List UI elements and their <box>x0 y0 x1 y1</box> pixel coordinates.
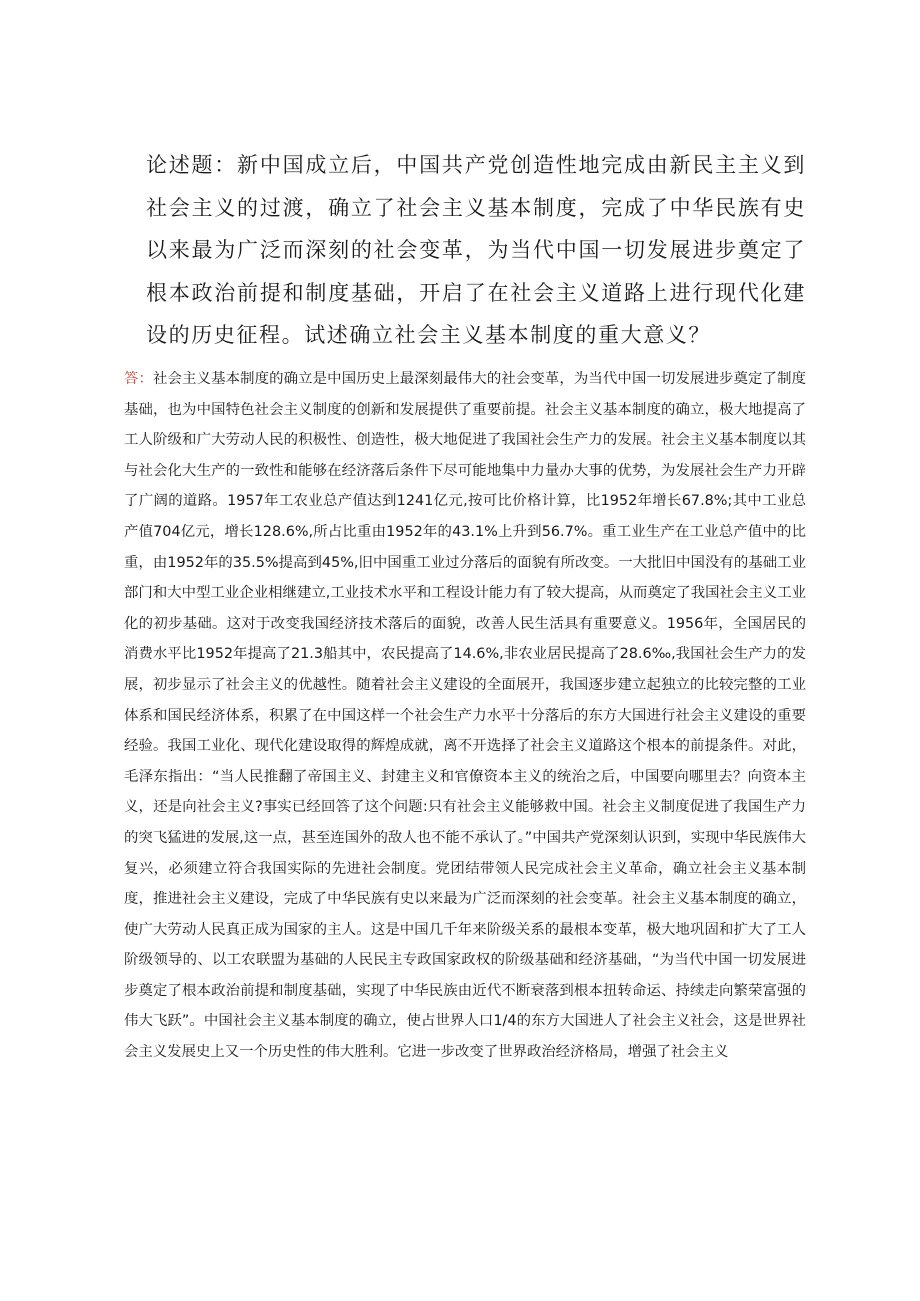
essay-question: 论述题：新中国成立后，中国共产党创造性地完成由新民主主义到社会主义的过渡，确立了社会主义基本制度，完成了中华民族有史以来最为广泛而深刻的社会变革，为当代中国一切发展进步奠定了根本政治前提和制度基础，开启了在社会主义道路上进行现代化建设的历史征程。试述确立社会主义基本制度的重大意义？ <box>146 153 806 348</box>
answer-body: 社会主义基本制度的确立是中国历史上最深刻最伟大的社会变革，为当代中国一切发展进步奠定了制度基础，也为中国特色社会主义制度的创新和发展提供了重要前提。社会主义基本制度的确立，极大地提高了工人阶级和广大劳动人民的积极性、创造性，极大地促进了我国社会生产力的发展。社会主义基本制度以其与社会化大生产的一致性和能够在经济落后条件下尽可能地集中力量办大事的优势，为发展社会生产力开辟了广阔的道路。1957年工农业总产值达到1241亿元,按可比价格计算，比1952年增长67.8%;其中工业总产值704亿元，增长128.6%,所占比重由1952年的43.1%上升到56.7%。重工业生产在工业总产值中的比重，由1952年的35.5%提高到45%,旧中国重工业过分落后的面貌有所改变。一大批旧中国没有的基础工业部门和大中型工业企业相继建立,工业技术水平和工程设计能力有了较大提高，从而奠定了我国社会主义工业化的初步基础。这对于改变我国经济技术落后的面貌，改善人民生活具有重要意义。1956年，全国居民的消费水平比1952年提高了21.3船其中，农民提高了14.6%,非农业居民提高了28.6‰,我国社会生产力的发展，初步显示了社会主义的优越性。随着社会主义建设的全面展开，我国逐步建立起独立的比较完整的工业体系和国民经济体系，积累了在中国这样一个社会生产力水平十分落后的东方大国进行社会主义建设的重要经验。我国工业化、现代化建设取得的辉煌成就，离不开选择了社会主义道路这个根本的前提条件。对此，毛泽东指出：“当人民推翻了帝国主义、封建主义和官僚资本主义的统治之后，中国要向哪里去？向资本主义，还是向社会主义?事实已经回答了这个问题:只有社会主义能够救中国。社会主义制度促进了我国生产力的突飞猛进的发展,这一点，甚至连国外的敌人也不能不承认了。”中国共产党深刻认识到，实现中华民族伟大复兴，必须建立符合我国实际的先进社会制度。党团结带领人民完成社会主义革命，确立社会主义基本制度，推进社会主义建设，完成了中华民族有史以来最为广泛而深刻的社会变革。社会主义基本制度的确立，使广大劳动人民真正成为国家的主人。这是中国几千年来阶级关系的最根本变革，极大地巩固和扩大了工人阶级领导的、以工农联盟为基础的人民民主专政国家政权的阶级基础和经济基础，“为当代中国一切发展进步奠定了根本政治前提和制度基础，实现了中华民族由近代不断衰落到根本扭转命运、持续走向繁荣富强的伟大飞跃”。中国社会主义基本制度的确立，使占世界人口1/4的东方大国进人了社会主义社会，这是世界社会主义发展史上又一个历史性的伟大胜利。它进一步改变了世界政治经济格局，增强了社会主义 <box>124 371 806 1061</box>
answer-paragraph <box>124 364 806 1068</box>
answer-label: 答： <box>124 371 154 387</box>
